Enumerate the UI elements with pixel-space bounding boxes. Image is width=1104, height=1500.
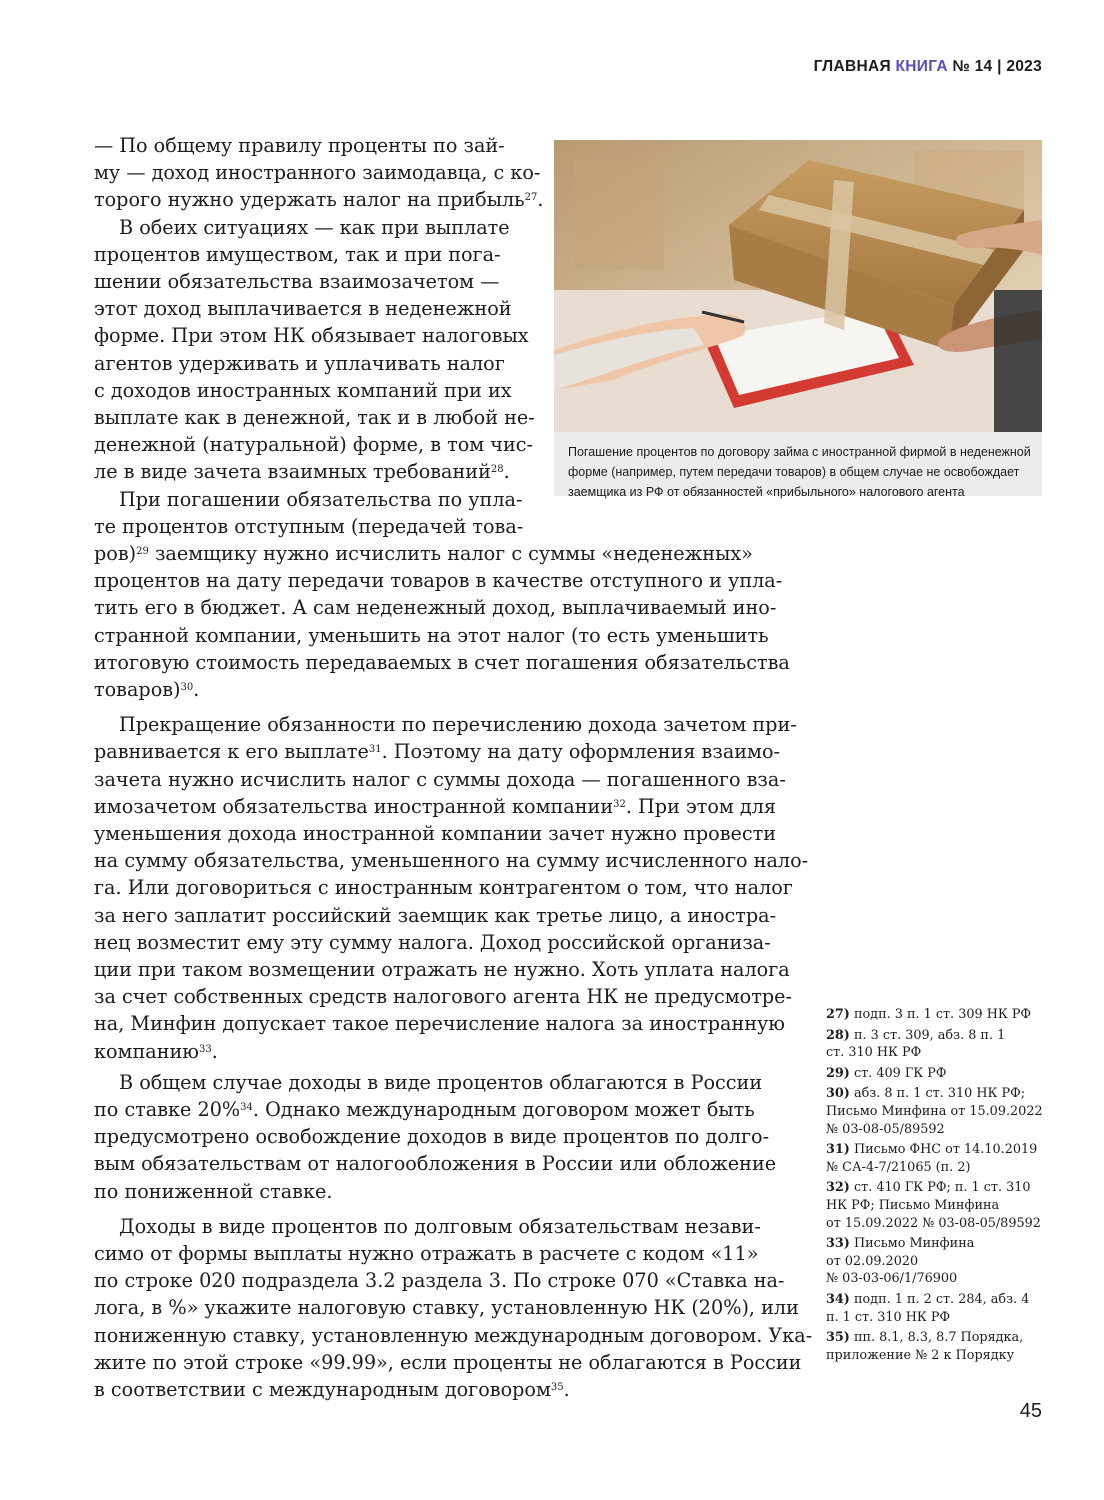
footnote-number: 33) [826, 1236, 850, 1252]
brand-main: ГЛАВНАЯ [813, 58, 891, 75]
footnote: 30) абз. 8 п. 1 ст. 310 НК РФ; Письмо Минфина от 15.09.2022 № 03-08-05/89592 [826, 1086, 1043, 1137]
text-line: уменьшения дохода иностранной компании зачет нужно провести [94, 822, 777, 846]
footnote-number: 28) [826, 1027, 850, 1043]
footnote-ref: 27 [524, 192, 538, 204]
issue-number: № 14 | 2023 [952, 58, 1042, 75]
text-line: ции при таком возмещении отражать не нужно. Хоть уплата налога [94, 958, 790, 982]
caption-line: форме (например, путем передачи товаров) в общем случае не освобождает [568, 465, 1020, 479]
paragraph-3-start [94, 486, 524, 540]
caption-line: Погашение процентов по договору займа с иностранной фирмой в неденежной [568, 445, 1031, 459]
text-line: — По общему правилу проценты по зай- [94, 134, 505, 157]
paragraph-3-continued [94, 540, 790, 703]
footnote: 32) ст. 410 ГК РФ; п. 1 ст. 310 НК РФ; Письмо Минфина от 15.09.2022 № 03-08-05/89592 [826, 1180, 1041, 1231]
text-line: на сумму обязательства, уменьшенного на сумму исчисленного нало- [94, 849, 809, 873]
footnote-ref: 34 [240, 1102, 253, 1114]
footnote-number: 29) [826, 1065, 850, 1081]
paragraph-6 [94, 1213, 813, 1403]
wide-text-column [94, 540, 813, 1403]
text-line: лога, в %» укажите налоговую ставку, установленную НК (20%), или [94, 1296, 799, 1320]
paragraph-2 [94, 214, 535, 486]
footnote: 34) подп. 1 п. 2 ст. 284, абз. 4 п. 1 ст. 310 НК РФ [826, 1291, 1030, 1325]
footnote: 28) п. 3 ст. 309, абз. 8 п. 1 ст. 310 НК РФ [826, 1027, 1006, 1061]
footnote-number: 31) [826, 1142, 850, 1158]
paragraph-4 [94, 711, 809, 1065]
text-line: странной компании, уменьшить на этот налог (то есть уменьшить [94, 623, 769, 647]
footnote-ref: 28 [490, 464, 504, 476]
footnotes-sidebar [826, 1006, 1056, 1367]
footnote: 31) Письмо ФНС от 14.10.2019 № СА-4-7/21065 (п. 2) [826, 1142, 1038, 1175]
magazine-header [814, 58, 1042, 76]
footnote: 33) Письмо Минфина от 02.09.2020 № 03-03-06/1/76900 [826, 1236, 975, 1287]
footnote-number: 35) [826, 1330, 850, 1346]
caption-line: заемщика из РФ от обязанностей «прибыльного» налогового агента [568, 485, 965, 499]
paragraph-1 [94, 132, 544, 214]
footnote-ref: 33 [198, 1043, 212, 1055]
text-line: с доходов иностранных компаний при их [94, 378, 512, 402]
text-line: Доходы в виде процентов по долговым обязательствам незави- [119, 1214, 761, 1238]
figure-caption [554, 432, 1042, 499]
text-line: жите по этой строке «99.99», если проценты не облагаются в России [94, 1350, 802, 1374]
text-line: в соответствии с международным договором$^{35}$. [94, 1378, 570, 1402]
text-line: по ставке 20%$^{34}$. Однако международным договором может быть [94, 1098, 755, 1122]
text-line: зачета нужно исчислить налог с суммы дохода — погашенного вза- [94, 767, 786, 791]
text-line: вым обязательствам от налогообложения в России или обложение [94, 1152, 777, 1176]
text-line: процентов имуществом, так и при пога- [94, 242, 501, 266]
footnote-ref: 29 [136, 546, 149, 557]
footnote-number: 30) [826, 1086, 850, 1102]
text-line: ле в виде зачета взаимных требований$^{28}$. [94, 460, 510, 484]
text-line: за него заплатит российский заемщик как третье лицо, а иностра- [94, 903, 777, 927]
text-line: форме. При этом НК обязывает налоговых [94, 324, 529, 348]
text-line: торого нужно удержать налог на прибыль$^{27}$. [94, 188, 544, 212]
text-line: имозачетом обязательства иностранной компании$^{32}$. При этом для [94, 794, 777, 818]
text-line: денежной (натуральной) форме, в том чис- [94, 433, 534, 457]
figure [554, 140, 1042, 499]
text-line: симо от формы выплаты нужно отражать в расчете с кодом «11» [94, 1242, 759, 1266]
text-line: по пониженной ставке. [94, 1179, 333, 1203]
footnote-ref: 35 [550, 1382, 564, 1394]
footnote: 35) пп. 8.1, 8.3, 8.7 Порядка, приложение № 2 к Порядку [826, 1330, 1024, 1363]
text-line: равнивается к его выплате$^{31}$. Поэтому на дату оформления взаимо- [94, 740, 781, 764]
text-line: предусмотрено освобождение доходов в виде процентов по долго- [94, 1125, 770, 1149]
parcel-handover-photo [554, 140, 1042, 432]
text-line: те процентов отступным (передачей това- [94, 514, 524, 538]
text-line: В общем случае доходы в виде процентов облагаются в России [119, 1070, 763, 1094]
text-line: по строке 020 подраздела 3.2 раздела 3. По строке 070 «Ставка на- [94, 1269, 785, 1293]
text-line: шении обязательства взаимозачетом — [94, 270, 500, 294]
brand-accent: КНИГА [895, 58, 948, 75]
text-line: итоговую стоимость передаваемых в счет погашения обязательства [94, 650, 790, 674]
text-line: га. Или договориться с иностранным контрагентом о том, что налог [94, 876, 793, 900]
text-line: Прекращение обязанности по перечислению дохода зачетом при- [119, 713, 797, 737]
text-line: процентов на дату передачи товаров в качестве отступного и упла- [94, 569, 783, 593]
footnote: 27) подп. 3 п. 1 ст. 309 НК РФ [826, 1007, 1032, 1022]
text-line: товаров)$^{30}$. [94, 678, 200, 702]
footnote-number: 27) [826, 1007, 850, 1022]
text-line: В обеих ситуациях — как при выплате [119, 215, 510, 239]
footnote-ref: 32 [613, 798, 626, 810]
footnote-number: 32) [826, 1180, 850, 1196]
text-line: нец возместит ему эту сумму налога. Доход российской организа- [94, 930, 771, 954]
text-line: выплате как в денежной, так и в любой не- [94, 406, 535, 430]
page-number: 45 [1019, 1400, 1042, 1422]
text-line: При погашении обязательства по упла- [119, 487, 523, 511]
footnote-ref: 30 [180, 682, 194, 694]
footnote-number: 34) [826, 1291, 850, 1307]
narrow-text-column [94, 132, 544, 540]
text-line: ров)$^{29}$ заемщику нужно исчислить налог с суммы «неденежных» [94, 542, 753, 565]
text-line: на, Минфин допускает такое перечисление налога за иностранную [94, 1012, 786, 1036]
text-line: за счет собственных средств налогового агента НК не предусмотре- [94, 985, 792, 1009]
text-line: компанию$^{33}$. [94, 1039, 218, 1063]
text-line: пониженную ставку, установленную международным договором. Ука- [94, 1323, 813, 1347]
footnote-ref: 31 [368, 744, 382, 756]
text-line: этот доход выплачивается в неденежной [94, 297, 512, 321]
text-line: му — доход иностранного заимодавца, с ко- [94, 161, 541, 185]
paragraph-5 [94, 1069, 777, 1205]
footnote: 29) ст. 409 ГК РФ [826, 1065, 947, 1081]
text-line: тить его в бюджет. А сам неденежный доход, выплачиваемый ино- [94, 596, 777, 620]
text-line: агентов удерживать и уплачивать налог [94, 351, 505, 375]
